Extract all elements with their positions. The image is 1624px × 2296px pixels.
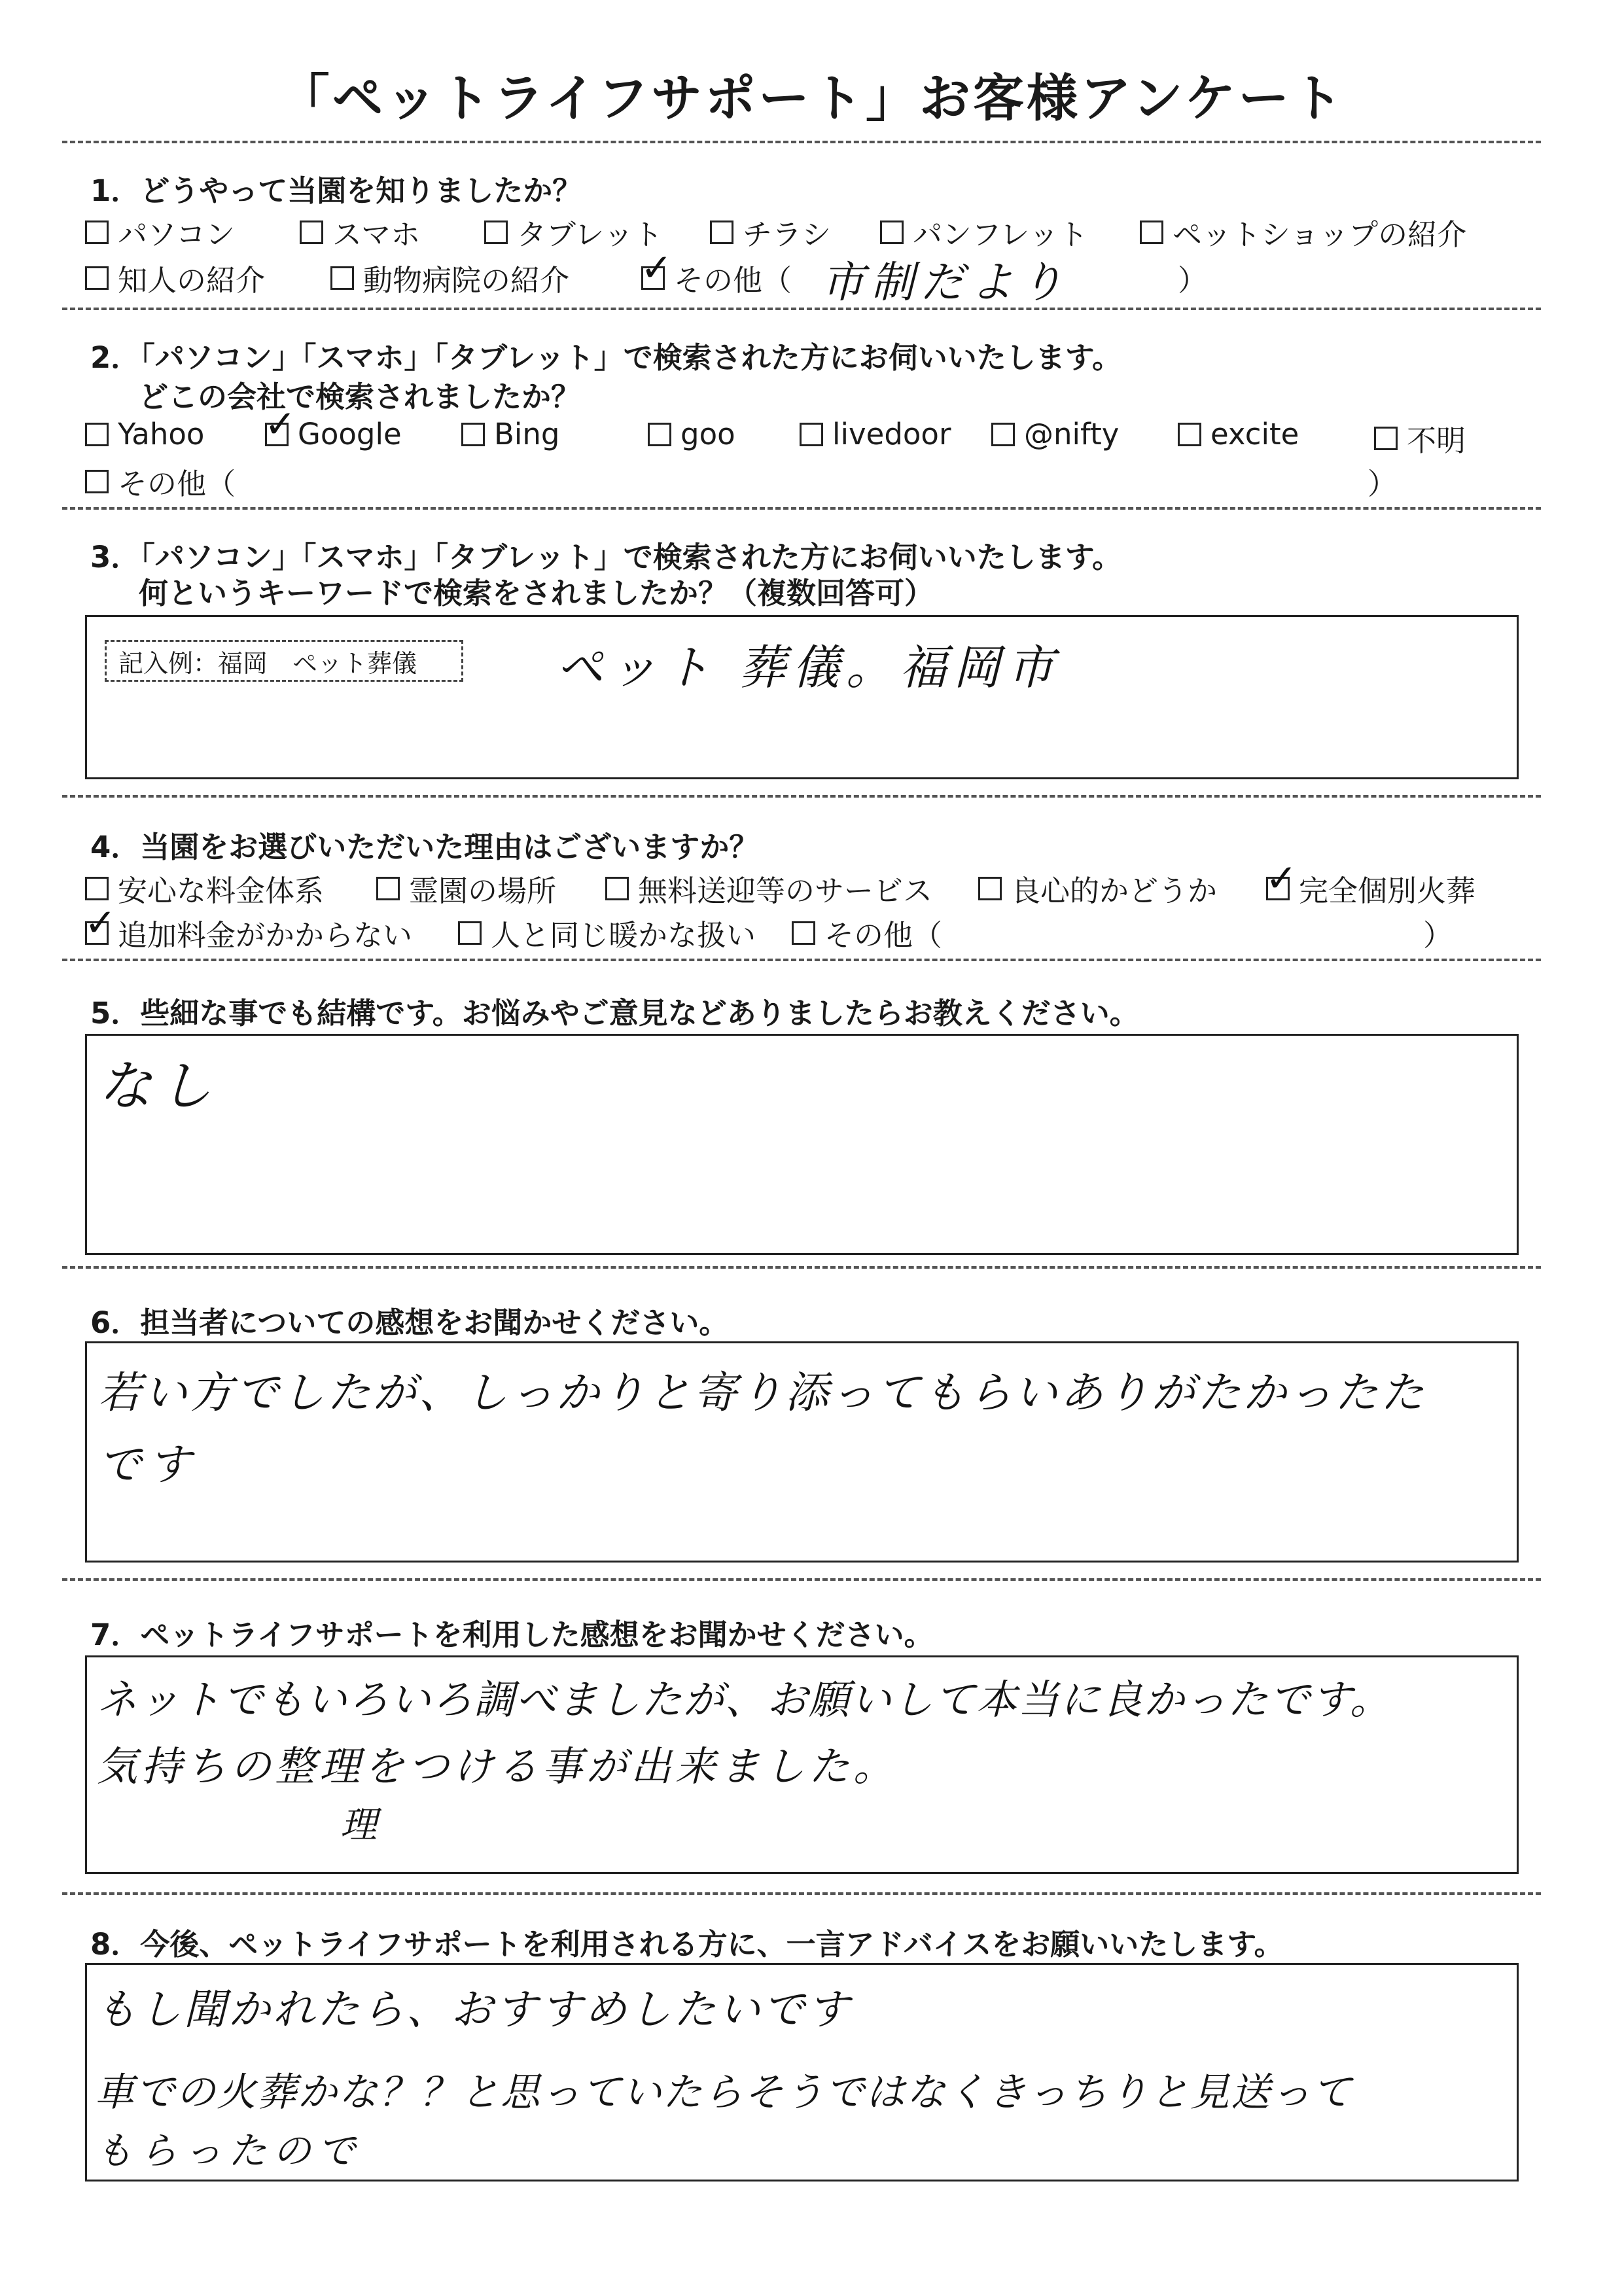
check-mark-icon: ✓ — [264, 401, 296, 446]
q2-option-unknown[interactable]: 不明 — [1374, 417, 1466, 459]
q5-label: 5．些細な事でも結構です。お悩みやご意見などありましたらお教えください。 — [90, 996, 1139, 1031]
checkbox[interactable] — [978, 877, 1002, 900]
q2-option-nifty[interactable]: @nifty — [991, 417, 1119, 451]
q5-handwritten-answer: なし — [98, 1055, 219, 1118]
divider — [62, 1266, 1541, 1269]
q4-option-price[interactable]: 安心な料金体系 — [85, 867, 324, 910]
q1-option-vet[interactable]: 動物病院の紹介 — [330, 256, 569, 299]
checkbox-checked[interactable] — [1265, 855, 1297, 900]
q2-option-bing[interactable]: Bing — [461, 417, 559, 451]
check-mark-icon: ✓ — [84, 900, 116, 945]
q5-answer-box[interactable] — [85, 1034, 1519, 1255]
q2-option-google[interactable]: ✓ Google — [264, 401, 402, 451]
checkbox[interactable] — [458, 921, 482, 945]
q2-label: 2．「パソコン」「スマホ」「タブレット」で検索された方にお伺いいたします。 — [90, 340, 1122, 375]
q7-handwritten-line-2: 気持ちの整理をつける事が出来ました。 — [97, 1742, 898, 1790]
divider — [62, 1892, 1541, 1895]
q1-option-tablet[interactable]: タブレット — [484, 211, 663, 253]
divider — [62, 507, 1541, 510]
q8-label: 8．今後、ペットライフサポートを利用される方に、一言アドバイスをお願いいたします。 — [90, 1927, 1284, 1962]
checkbox[interactable] — [85, 221, 109, 244]
check-mark-icon: ✓ — [1265, 855, 1297, 900]
divider — [62, 795, 1541, 798]
q4-option-individual-cremation[interactable]: ✓ 完全個別火葬 — [1265, 855, 1476, 908]
paren-close: ） — [1368, 467, 1398, 501]
q1-option-other[interactable]: ✓ その他（ — [641, 245, 792, 298]
checkbox[interactable] — [648, 423, 671, 446]
checkbox[interactable] — [376, 877, 400, 900]
paren-close: ） — [1178, 263, 1208, 298]
checkbox[interactable] — [792, 921, 815, 945]
divider — [62, 1578, 1541, 1581]
checkbox[interactable] — [605, 877, 629, 900]
q1-option-pc[interactable]: パソコン — [85, 211, 235, 253]
checkbox[interactable] — [484, 221, 508, 244]
q7-handwritten-line-1: ネットでもいろいろ調べましたが、お願いして本当に良かったです。 — [97, 1676, 1392, 1723]
checkbox-checked[interactable] — [641, 245, 673, 290]
checkbox-checked[interactable] — [264, 401, 296, 446]
checkbox[interactable] — [85, 423, 109, 446]
q1-option-pamphlet[interactable]: パンフレット — [880, 211, 1088, 253]
q2-option-livedoor[interactable]: livedoor — [800, 417, 951, 451]
survey-title: 「ペットライフサポート」お客様アンケート — [278, 69, 1346, 128]
checkbox[interactable] — [85, 877, 109, 900]
q2-option-yahoo[interactable]: Yahoo — [85, 417, 204, 451]
q2-label-2: どこの会社で検索されましたか？ — [139, 380, 581, 414]
q6-handwritten-line-1: 若い方でしたが、しっかりと寄り添ってもらいありがたかったた — [98, 1368, 1426, 1418]
divider — [62, 959, 1541, 961]
q8-handwritten-line-2: 車での火葬かな？？と思っていたらそうではなくきっちりと見送って — [95, 2070, 1352, 2115]
q1-option-smartphone[interactable]: スマホ — [300, 211, 420, 253]
q3-label-2: 何というキーワードで検索をされましたか？（複数回答可） — [139, 576, 934, 610]
q3-example: 記入例：福岡 ペット葬儀 — [105, 640, 463, 682]
divider — [62, 308, 1541, 310]
q2-option-other[interactable]: その他（ — [85, 460, 236, 503]
q4-option-conscientious[interactable]: 良心的かどうか — [978, 867, 1217, 910]
checkbox[interactable] — [1140, 221, 1163, 244]
q3-handwritten-answer: ペット 葬儀。福岡市 — [556, 640, 1061, 695]
checkbox[interactable] — [880, 221, 904, 244]
q7-label: 7．ペットライフサポートを利用した感想をお聞かせください。 — [90, 1617, 934, 1652]
paren-close: ） — [1423, 918, 1453, 953]
q4-option-no-extra-fee[interactable]: ✓ 追加料金がかからない — [84, 900, 413, 953]
q4-option-other[interactable]: その他（ — [792, 911, 942, 954]
divider — [62, 141, 1541, 143]
q3-label: 3．「パソコン」「スマホ」「タブレット」で検索された方にお伺いいたします。 — [90, 540, 1122, 574]
checkbox[interactable] — [85, 266, 109, 290]
checkbox[interactable] — [800, 423, 823, 446]
q2-option-excite[interactable]: excite — [1178, 417, 1299, 451]
q8-handwritten-line-3: もらったので — [95, 2128, 362, 2173]
checkbox[interactable] — [1178, 423, 1201, 446]
q4-label: 4．当園をお選びいただいた理由はございますか？ — [90, 830, 759, 864]
q6-label: 6．担当者についての感想をお聞かせください。 — [90, 1305, 729, 1340]
q4-option-location[interactable]: 霊園の場所 — [376, 867, 556, 910]
check-mark-icon: ✓ — [641, 245, 673, 290]
q8-handwritten-line-1: もし聞かれたら、おすすめしたいです — [95, 1986, 852, 2034]
checkbox[interactable] — [85, 470, 109, 493]
q1-option-petshop[interactable]: ペットショップの紹介 — [1140, 211, 1466, 253]
q4-option-shuttle[interactable]: 無料送迎等のサービス — [605, 867, 932, 910]
checkbox[interactable] — [710, 221, 733, 244]
q1-option-friend[interactable]: 知人の紹介 — [85, 256, 265, 299]
checkbox[interactable] — [300, 221, 323, 244]
checkbox[interactable] — [330, 266, 354, 290]
q2-option-goo[interactable]: goo — [648, 417, 735, 451]
q7-handwritten-correction: 理 — [340, 1804, 383, 1846]
q4-option-warm-treatment[interactable]: 人と同じ暖かな扱い — [458, 911, 756, 954]
q1-option-flyer[interactable]: チラシ — [710, 211, 831, 253]
checkbox[interactable] — [1374, 427, 1398, 450]
checkbox-checked[interactable] — [84, 900, 116, 945]
checkbox[interactable] — [461, 423, 485, 446]
checkbox[interactable] — [991, 423, 1015, 446]
q1-other-handwritten: 市制だより — [821, 257, 1070, 308]
q6-handwritten-line-2: です — [98, 1439, 198, 1490]
q1-label: 1．どうやって当園を知りましたか？ — [90, 173, 582, 208]
